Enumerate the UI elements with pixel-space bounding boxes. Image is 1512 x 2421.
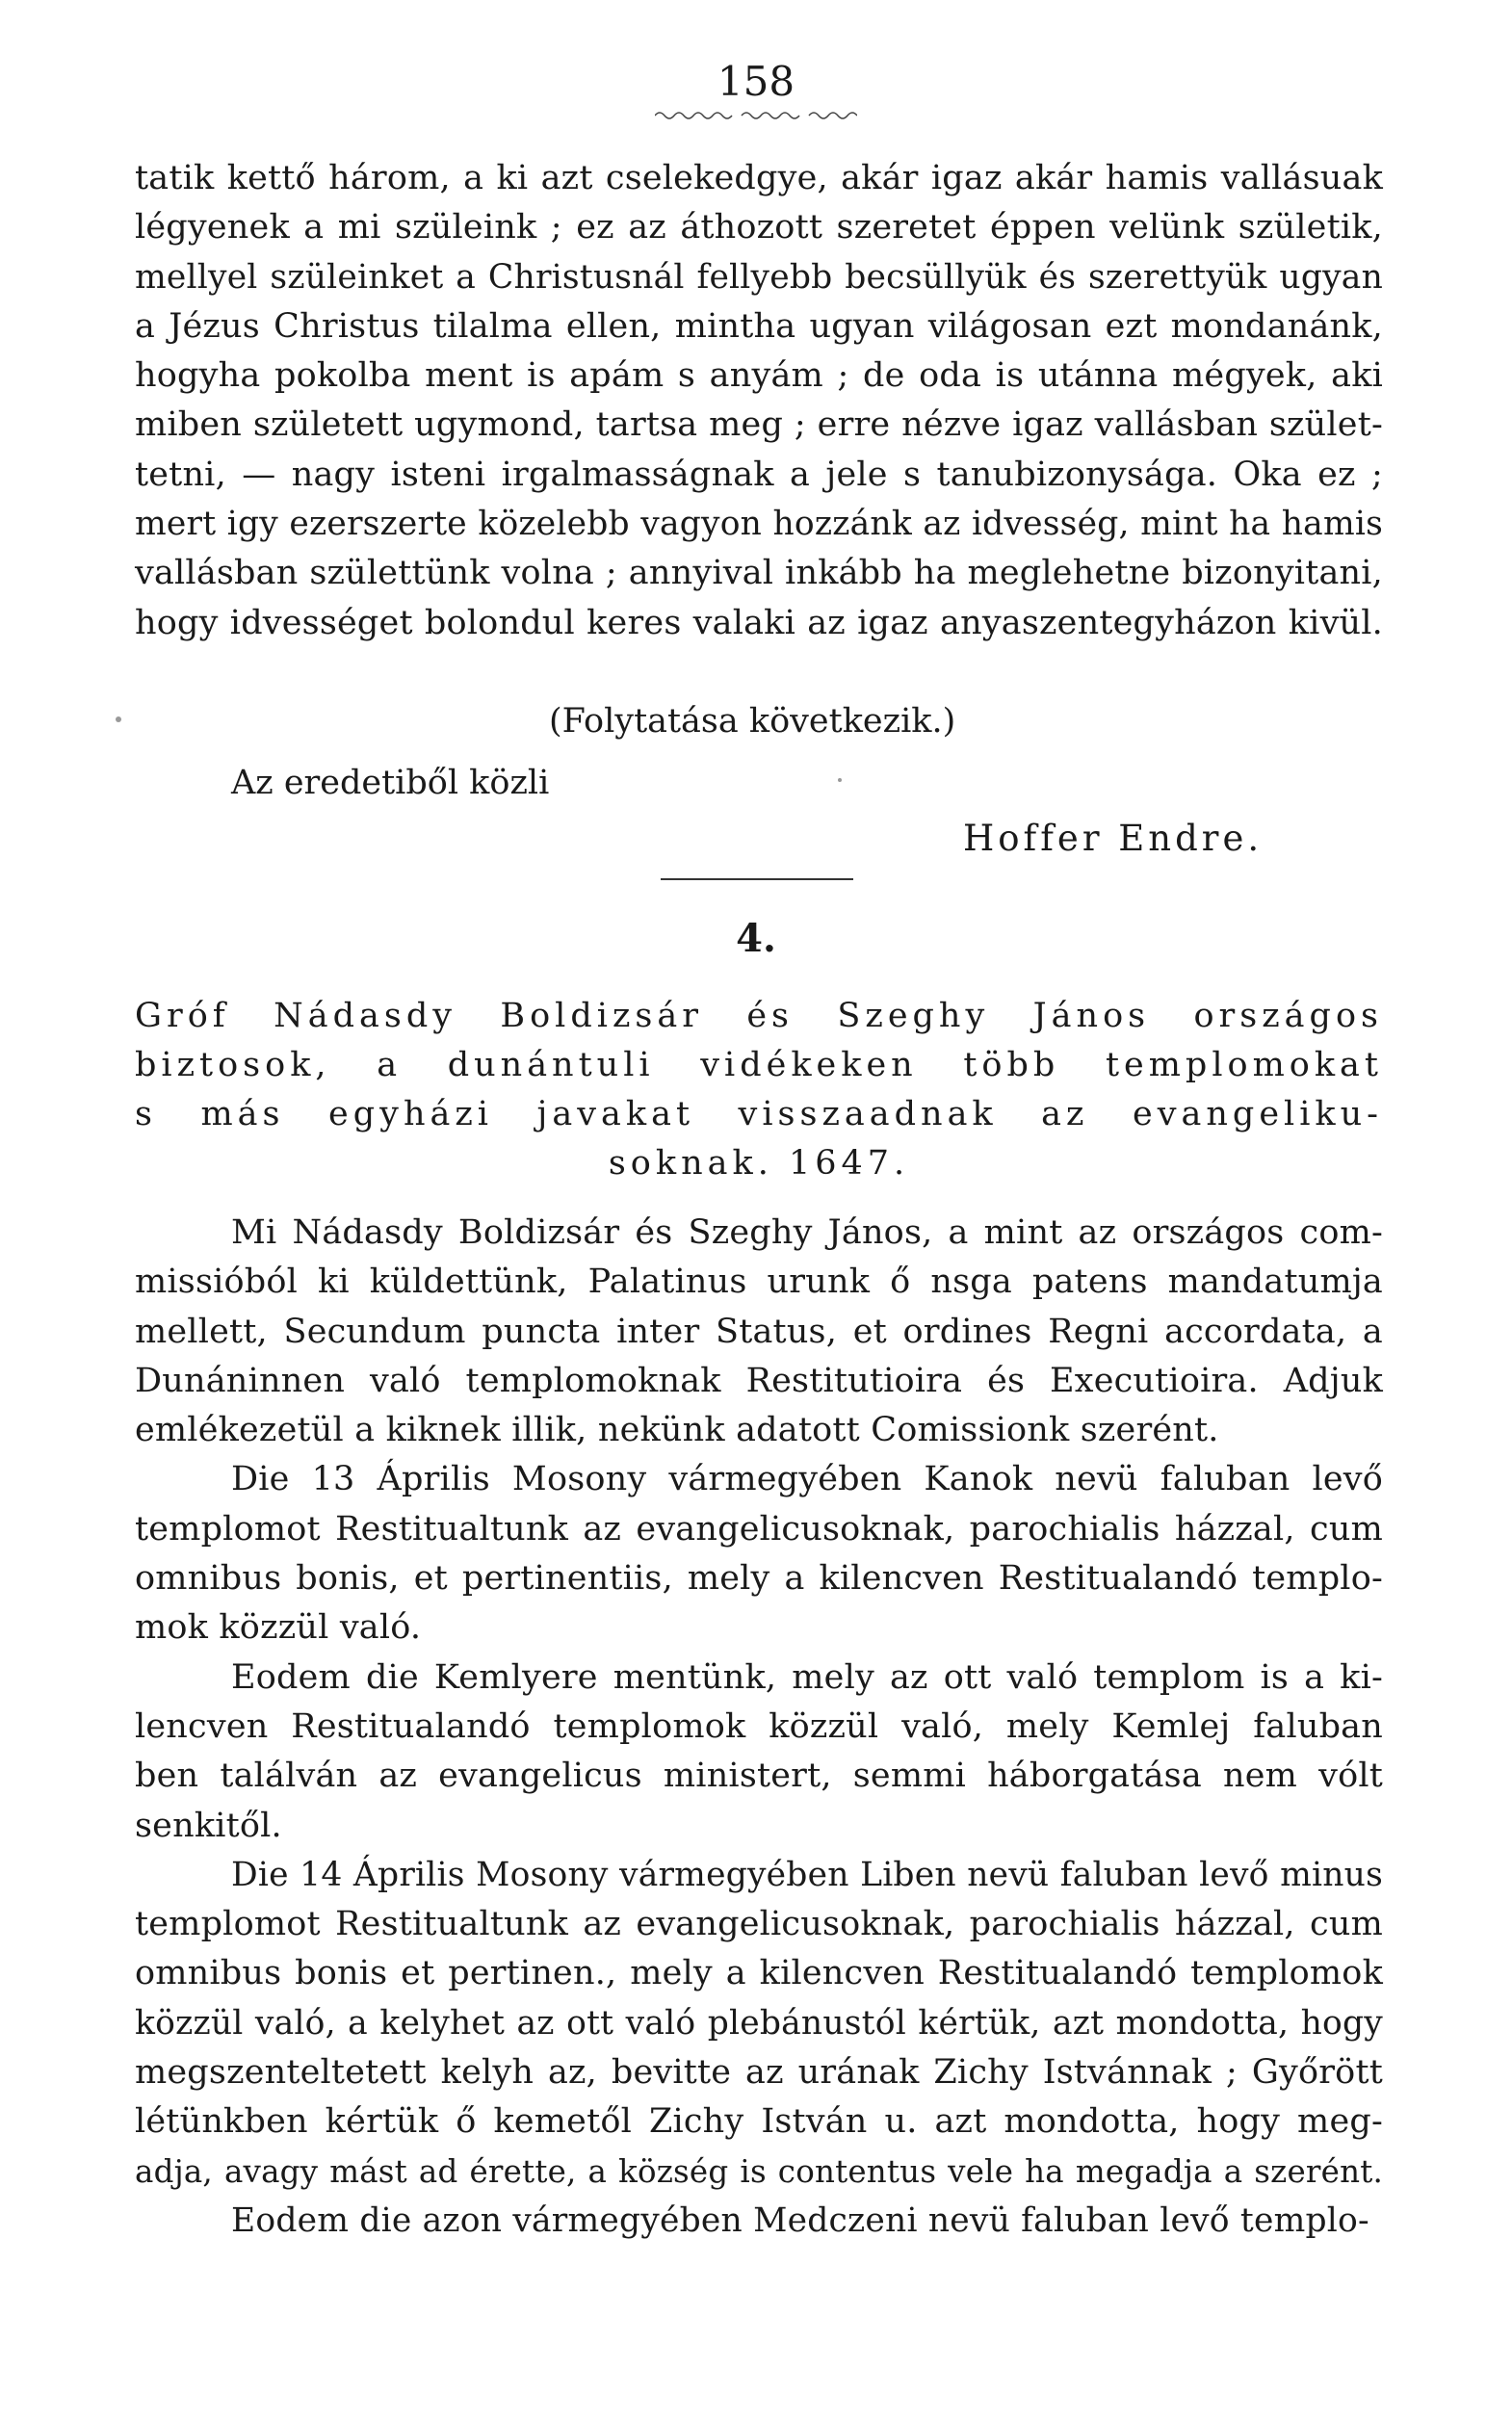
text-line: templomot Restitualtunk az evangelicusoknak, parochialis házzal, cum <box>135 1509 1383 1549</box>
section-divider <box>661 878 853 880</box>
text-line: mellett, Secundum puncta inter Status, et ordines Regni accordata, a <box>135 1312 1383 1351</box>
print-speck <box>116 716 121 722</box>
text-line: omnibus bonis et pertinen., mely a kilencven Restitualandó templomok <box>135 1954 1383 1993</box>
text-line: hogy idvességet bolondul keres valaki az igaz anyaszentegyházon kivül. <box>135 603 1383 642</box>
text-line: Mi Nádasdy Boldizsár és Szeghy János, a mint az országos com- <box>231 1213 1383 1252</box>
text-line: templomot Restitualtunk az evangelicusoknak, parochialis házzal, cum <box>135 1905 1383 1944</box>
text-line: megszenteltetett kelyh az, bevitte az urának Zichy Istvánnak ; Győrött <box>135 2053 1383 2093</box>
continued-note: (Folytatása következik.) <box>549 702 956 741</box>
text-line: missióból ki küldettünk, Palatinus urunk ő nsga patens mandatumja <box>135 1263 1383 1302</box>
text-line: mok közzül való. <box>135 1608 422 1648</box>
text-line: omnibus bonis, et pertinentiis, mely a kilencven Restitualandó templo- <box>135 1559 1383 1599</box>
text-line: adja, avagy mást ad érette, a község is contentus vele ha megadja a szerént. <box>135 2152 1383 2190</box>
text-line: közzül való, a kelyhet az ott való plebánustól kértük, azt mondotta, hogy <box>135 2003 1383 2043</box>
text-line: létünkben kértük ő kemetől Zichy István u. azt mondotta, hogy meg- <box>135 2102 1383 2142</box>
print-speck <box>838 778 842 782</box>
text-line: Die 14 Április Mosony vármegyében Liben nevü faluban levő minus <box>231 1855 1383 1894</box>
page-number: 158 <box>717 58 795 105</box>
text-line: tetni, — nagy isteni irgalmasságnak a jele s tanubizonysága. Oka ez ; <box>135 455 1383 494</box>
text-line: vallásban születtünk volna ; annyival inkább ha meglehetne bizonyitani, <box>135 554 1383 593</box>
text-line: hogyha pokolba ment is apám s anyám ; de oda is utánna mégyek, aki <box>135 356 1383 396</box>
decorative-wavy-rule <box>655 108 857 121</box>
text-line: Dunáninnen való templomoknak Restitutioira és Executioira. Adjuk <box>135 1361 1383 1400</box>
text-line: Eodem die Kemlyere mentünk, mely az ott való templom is a ki- <box>231 1657 1383 1697</box>
paragraph-continuation <box>135 154 1383 648</box>
text-line: tatik kettő három, a ki azt cselekedgye, akár igaz akár hamis vallásuak <box>135 159 1383 197</box>
text-line: a Jézus Christus tilalma ellen, mintha ugyan világosan ezt mondanánk, <box>135 306 1383 346</box>
text-line: ben találván az evangelicus ministert, semmi háborgatása nem vólt <box>135 1757 1383 1796</box>
heading-line: soknak. 1647. <box>608 1144 910 1183</box>
source-note: Az eredetiből közli <box>231 764 550 802</box>
author-signature: Hoffer Endre. <box>963 818 1264 859</box>
heading-line: Gróf Nádasdy Boldizsár és Szeghy János országos <box>135 997 1383 1035</box>
text-line: mert igy ezerszerte közelebb vagyon hozzánk az idvesség, mint ha hamis <box>135 505 1383 544</box>
text-line: légyenek a mi szüleink ; ez az áthozott szeretet éppen velünk születik, <box>135 208 1383 247</box>
text-line: Eodem die azon vármegyében Medczeni nevü faluban levő templo- <box>231 2200 1369 2240</box>
heading-line: s más egyházi javakat visszaadnak az evangeliku- <box>135 1095 1383 1133</box>
text-line: lencven Restitualandó templomok közzül való, mely Kemlej faluban <box>135 1706 1383 1746</box>
text-line: Die 13 Április Mosony vármegyében Kanok nevü faluban levő <box>231 1460 1383 1499</box>
heading-line: biztosok, a dunántuli vidékeken több templomokat <box>135 1046 1383 1084</box>
text-line: mellyel szüleinket a Christusnál fellyebb becsüllyük és szerettyük ugyan <box>135 257 1383 297</box>
section-number: 4. <box>736 916 776 961</box>
document-heading <box>135 992 1383 1188</box>
text-line: senkitől. <box>135 1806 282 1845</box>
document-body <box>135 1209 1383 2246</box>
text-line: emlékezetül a kiknek illik, nekünk adatott Comissionk szerént. <box>135 1411 1219 1450</box>
text-line: miben született ugymond, tartsa meg ; erre nézve igaz vallásban szület- <box>135 405 1383 445</box>
